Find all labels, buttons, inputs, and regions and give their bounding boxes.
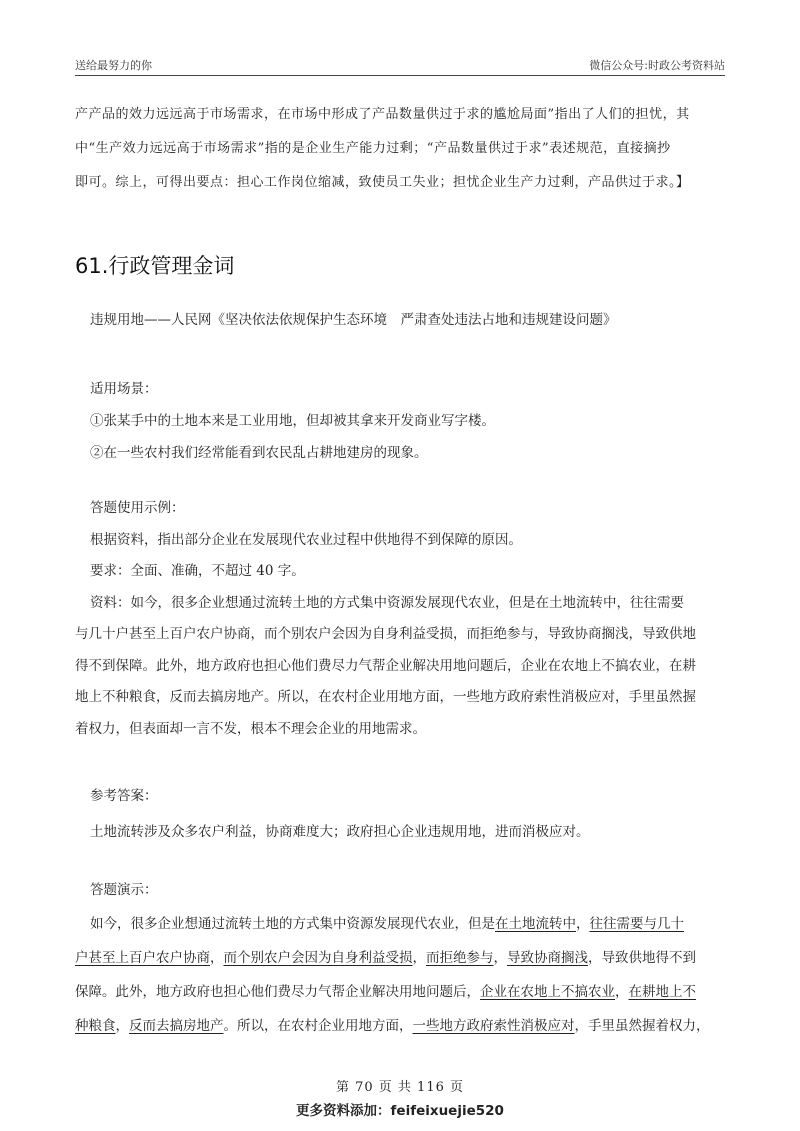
scene-block xyxy=(75,373,725,469)
demo-text: 保障。此外，地方政府也担心他们费尽力气帮企业解决用地问题后， xyxy=(75,984,480,1000)
demo-underline: 反而去搞房地产 xyxy=(129,1018,224,1034)
intro-line: 即可。综上，可得出要点：担心工作岗位缩减，致使员工失业；担忧企业生产力过剩，产品供过于求。】 xyxy=(75,175,690,190)
demo-line xyxy=(75,941,725,975)
demo-underline: 户甚至上百户农户协商 xyxy=(75,950,210,966)
page-header xyxy=(75,55,725,76)
section-title: 61.行政管理金词 xyxy=(75,254,235,278)
scene-item: ②在一些农村我们经常能看到农民乱占耕地建房的现象。 xyxy=(90,445,428,461)
demo-underline: 导致协商搁浅 xyxy=(507,950,588,966)
section-source: 违规用地——人民网《坚决依法依规保护生态环境 严肃查处违法占地和违规建设问题》 xyxy=(90,312,617,328)
answer-label: 参考答案： xyxy=(90,788,158,804)
example-question: 根据资料，指出部分企业在发展现代农业过程中供地得不到保障的原因。 xyxy=(90,531,522,548)
demo-block xyxy=(75,873,725,1043)
demo-underline: 往往需要与几十 xyxy=(589,916,684,932)
material-line: 与几十户甚至上百户农户协商，而个别农户会因为自身利益受损，而拒绝参与，导致协商搁浅，导致供地 xyxy=(75,626,696,642)
demo-text: ， xyxy=(210,950,224,966)
intro-line: 中“生产效力远远高于市场需求”指的是企业生产能力过剩；“产品数量供过于求”表述规范，直接摘抄 xyxy=(75,141,671,156)
example-label: 答题使用示例： xyxy=(90,500,185,516)
demo-label: 答题演示： xyxy=(90,882,158,898)
example-block xyxy=(75,493,725,745)
demo-underline: 企业在农地上不搞农业 xyxy=(480,984,615,1000)
demo-text: ， xyxy=(115,1018,129,1034)
demo-line xyxy=(75,975,725,1009)
page-number: 第 70 页 共 116 页 xyxy=(335,1080,465,1095)
material-line: 着权力，但表面却一言不发，根本不理会企业的用地需求。 xyxy=(75,720,426,737)
header-slogan: 送给最努力的你 xyxy=(75,59,152,72)
demo-underline: 在耕地上不 xyxy=(628,984,696,1000)
scene-label: 适用场景： xyxy=(90,381,158,397)
material-line: 得不到保障。此外，地方政府也担心他们费尽力气帮企业解决用地问题后，企业在农地上不搞农业，在耕 xyxy=(75,657,696,674)
material-line: 地上不种粮食，反而去搞房地产。所以，在农村企业用地方面，一些地方政府索性消极应对，手里虽然握 xyxy=(75,689,696,705)
demo-underline: 而个别农户会因为自身利益受损 xyxy=(223,950,413,966)
demo-line xyxy=(75,1009,725,1043)
intro-paragraph xyxy=(75,98,730,200)
header-wechat: 微信公众号:时政公考资料站 xyxy=(589,59,725,72)
material-line: 资料：如今，很多企业想通过流转土地的方式集中资源发展现代农业，但是在土地流转中，往往需要 xyxy=(90,594,684,611)
answer-block xyxy=(75,778,725,850)
example-requirement: 要求：全面、准确，不超过 40 字。 xyxy=(90,563,305,579)
demo-text: 。所以，在农村企业用地方面， xyxy=(223,1018,413,1034)
footer-contact: 更多资料添加：feifeixuejie520 xyxy=(296,1103,504,1119)
demo-underline: 种粮食 xyxy=(75,1018,116,1034)
demo-text: ，手里虽然握着权力， xyxy=(574,1018,710,1034)
demo-underline: 在土地流转中 xyxy=(495,916,576,932)
demo-underline: 而拒绝参与 xyxy=(426,950,494,966)
demo-text: ， xyxy=(576,916,590,932)
demo-text: ， xyxy=(493,950,507,966)
demo-text: 如今，很多企业想通过流转土地的方式集中资源发展现代农业，但是 xyxy=(90,916,495,932)
demo-text: ， xyxy=(615,984,629,1000)
demo-text: ， xyxy=(412,950,426,966)
answer-text: 土地流转涉及众多农户利益，协商难度大；政府担心企业违规用地，进而消极应对。 xyxy=(90,824,590,840)
demo-line xyxy=(75,907,725,941)
demo-text: ，导致供地得不到 xyxy=(588,950,696,966)
intro-line: 产产品的效力远远高于市场需求，在市场中形成了产品数量供过于求的尴尬局面”指出了人们的担忧，其 xyxy=(75,107,690,122)
demo-underline: 一些地方政府索性消极应对 xyxy=(412,1018,575,1034)
scene-item: ①张某手中的土地本来是工业用地，但却被其拿来开发商业写字楼。 xyxy=(90,413,495,429)
